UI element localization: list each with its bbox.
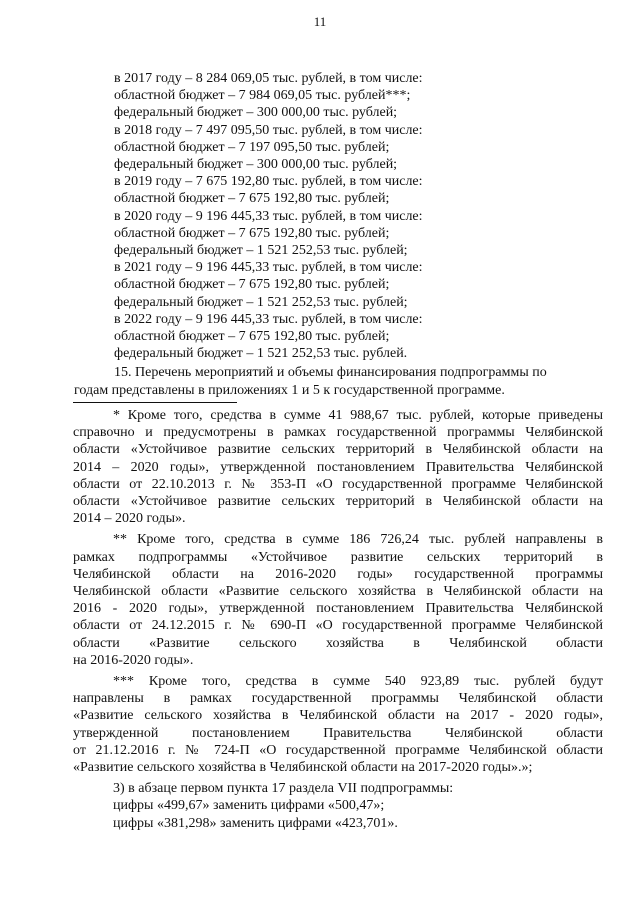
funding-line: областной бюджет – 7 675 192,80 тыс. рублей; <box>114 329 390 345</box>
funding-line: федеральный бюджет – 1 521 252,53 тыс. рублей; <box>114 243 408 259</box>
funding-line: в 2021 году – 9 196 445,33 тыс. рублей, в том числе: <box>114 260 423 276</box>
paragraph-15 <box>74 364 604 399</box>
footnote-line: «Развитие сельского хозяйства в Челябинской области на 2017-2020 годы».»; <box>73 760 533 776</box>
funding-line: в 2019 году – 7 675 192,80 тыс. рублей, в том числе: <box>114 174 423 190</box>
footnote-line: на 2016-2020 годы». <box>73 652 194 668</box>
funding-line: в 2022 году – 9 196 445,33 тыс. рублей, в том числе: <box>114 311 423 327</box>
footnote-3 <box>73 673 603 776</box>
footnote-2 <box>73 531 603 669</box>
funding-line: в 2020 году – 9 196 445,33 тыс. рублей, в том числе: <box>114 208 423 224</box>
footnote-line: от 21.12.2016 г. № 724-П «О государственной программе Челябинской области <box>73 742 603 758</box>
footnote-line: *** Кроме того, средства в сумме 540 923,89 тыс. рублей будут <box>113 674 603 690</box>
footnote-line: * Кроме того, средства в сумме 41 988,67 тыс. рублей, которые приведены <box>113 408 603 423</box>
funding-line: федеральный бюджет – 300 000,00 тыс. рублей; <box>114 157 398 173</box>
funding-line: в 2018 году – 7 497 095,50 тыс. рублей, в том числе: <box>114 122 423 138</box>
footnote-line: рамках подпрограммы «Устойчивое развитие сельских территорий в <box>73 549 603 565</box>
amendment-line: цифры «499,67» заменить цифрами «500,47»; <box>113 798 385 814</box>
footnotes <box>73 407 603 832</box>
footnote-line: области «Развитие сельского хозяйства в Челябинской области <box>73 635 603 651</box>
paragraph-15-first-line: 15. Перечень мероприятий и объемы финансирования подпрограммы по <box>114 365 547 380</box>
footnote-line: области от 22.10.2013 г. № 353-П «О государственной программе Челябинской <box>73 476 603 492</box>
footnote-line: утвержденной постановлением Правительства Челябинской области <box>73 725 603 741</box>
footnote-line: ** Кроме того, средства в сумме 186 726,24 тыс. рублей направлены в <box>113 532 603 548</box>
footnote-line: 2014 – 2020 годы», утвержденной постановлением Правительства Челябинской <box>73 459 603 475</box>
footnote-line: области «Устойчивое развитие сельских территорий в Челябинской области на <box>73 442 603 458</box>
funding-line: областной бюджет – 7 675 192,80 тыс. рублей; <box>114 225 390 241</box>
paragraph-15-continuation: годам представлены в приложениях 1 и 5 к государственной программе. <box>74 382 505 398</box>
page-number: 11 <box>313 14 327 29</box>
footnote-line: области от 24.12.2015 г. № 690-П «О государственной программе Челябинской <box>73 618 603 634</box>
funding-line: областной бюджет – 7 675 192,80 тыс. рублей; <box>114 277 390 293</box>
funding-line: федеральный бюджет – 300 000,00 тыс. рублей; <box>114 105 398 121</box>
footnote-line: направлены в рамках государственной программы Челябинской области <box>73 691 603 707</box>
footnote-line: Челябинской области на 2016-2020 годы» государственной программы <box>73 566 603 582</box>
footnote-line: «Развитие сельского хозяйства в Челябинской области на 2017 - 2020 годы», <box>73 708 603 724</box>
amendment-line: цифры «381,298» заменить цифрами «423,701». <box>113 815 398 831</box>
amendment-line: 3) в абзаце первом пункта 17 раздела VII подпрограммы: <box>113 781 454 797</box>
funding-line: федеральный бюджет – 1 521 252,53 тыс. рублей; <box>114 294 408 310</box>
footnote-line: справочно и предусмотрены в рамках государственной программы Челябинской <box>73 425 603 441</box>
footnote-1 <box>73 407 603 527</box>
footnote-line: Челябинской области «Развитие сельского хозяйства в Челябинской области на <box>73 584 603 600</box>
funding-line: в 2017 году – 8 284 069,05 тыс. рублей, в том числе: <box>114 71 423 86</box>
footnote-separator <box>73 402 237 403</box>
funding-line: областной бюджет – 7 984 069,05 тыс. рублей***; <box>114 88 411 104</box>
funding-breakdown <box>114 70 604 362</box>
amendment-block <box>73 780 603 832</box>
footnote-line: 2014 – 2020 годы». <box>73 511 186 527</box>
footnote-line: 2016 - 2020 годы», утвержденной постановлением Правительства Челябинской <box>73 601 603 617</box>
funding-line: областной бюджет – 7 675 192,80 тыс. рублей; <box>114 191 390 207</box>
funding-line: областной бюджет – 7 197 095,50 тыс. рублей; <box>114 139 390 155</box>
footnote-line: области «Устойчивое развитие сельских территорий в Челябинской области на <box>73 494 603 510</box>
funding-line: федеральный бюджет – 1 521 252,53 тыс. рублей. <box>114 346 408 362</box>
